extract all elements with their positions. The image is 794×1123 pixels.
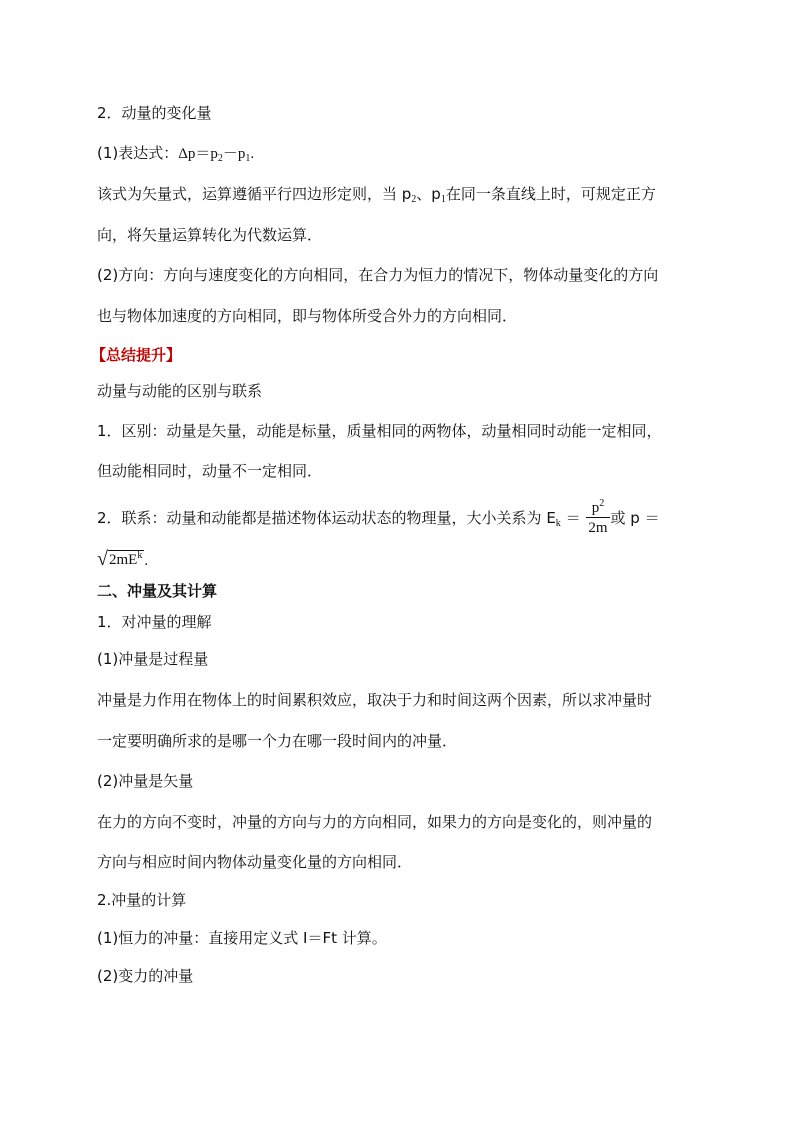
impulse-point-2-line-2: 方向与相应时间内物体动量变化量的方向相同． xyxy=(97,853,413,871)
impulse-point-1-line-2: 一定要明确所求的是哪一个力在哪一段时间内的冲量． xyxy=(97,732,458,750)
calculation-1: (1)恒力的冲量：直接用定义式 I＝Ft 计算。 xyxy=(97,929,387,947)
direction-line-2: 也与物体加速度的方向相同，即与物体所受合外力的方向相同． xyxy=(97,307,518,325)
energy-fraction: $\frac{p^2}{2m}$ xyxy=(588,498,608,536)
impulse-point-2-title: (2)冲量是矢量 xyxy=(97,772,194,790)
vector-note-line-1: 该式为矢量式，运算遵循平行四边形定则，当 $p_2$、$p_1$在同一条直线上时，可规定正方 xyxy=(97,185,656,205)
heading-momentum-change xyxy=(97,103,212,123)
section-2-title: 二、冲量及其计算 xyxy=(97,582,218,600)
impulse-heading-1: 1．对冲量的理解 xyxy=(97,613,212,631)
vector-note-line-2: 向，将矢量运算转化为代数运算． xyxy=(97,226,323,244)
relation-title: 动量与动能的区别与联系 xyxy=(97,382,263,400)
calculation-title: 2.冲量的计算 xyxy=(97,891,187,909)
impulse-point-1-title: (1)冲量是过程量 xyxy=(97,650,209,668)
expression-formula: $\Delta p=p_2-p_1$. xyxy=(178,146,255,164)
impulse-point-1-line-1: 冲量是力作用在物体上的时间累积效应，取决于力和时间这两个因素，所以求冲量时 xyxy=(97,691,653,709)
calculation-2: (2)变力的冲量 xyxy=(97,967,194,985)
link-line: 2．联系：动量和动能都是描述物体运动状态的物理量，大小关系为 $E_k$ ＝ $\frac{p^2}{2m}$ 或 p ＝ xyxy=(97,498,660,536)
difference-line-2: 但动能相同时，动量不一定相同． xyxy=(97,462,323,480)
expression-label: (1)表达式： xyxy=(97,144,179,162)
heading-text: 2．动量的变化量 xyxy=(97,104,212,122)
difference-line-1: 1．区别：动量是矢量，动能是标量，质量相同的两物体，动量相同时动能一定相同， xyxy=(97,422,662,440)
sqrt-formula-line: √ $2mE^k$ . xyxy=(97,548,149,570)
impulse-point-2-line-1: 在力的方向不变时，冲量的方向与力的方向相同，如果力的方向是变化的，则冲量的 xyxy=(97,813,653,831)
expression-line xyxy=(97,143,254,164)
summary-tag: 【总结提升】 xyxy=(91,346,182,364)
direction-line-1: (2)方向：方向与速度变化的方向相同，在合力为恒力的情况下，物体动量变化的方向 xyxy=(97,266,659,284)
sqrt-formula: √ $2mE^k$ xyxy=(97,548,143,570)
